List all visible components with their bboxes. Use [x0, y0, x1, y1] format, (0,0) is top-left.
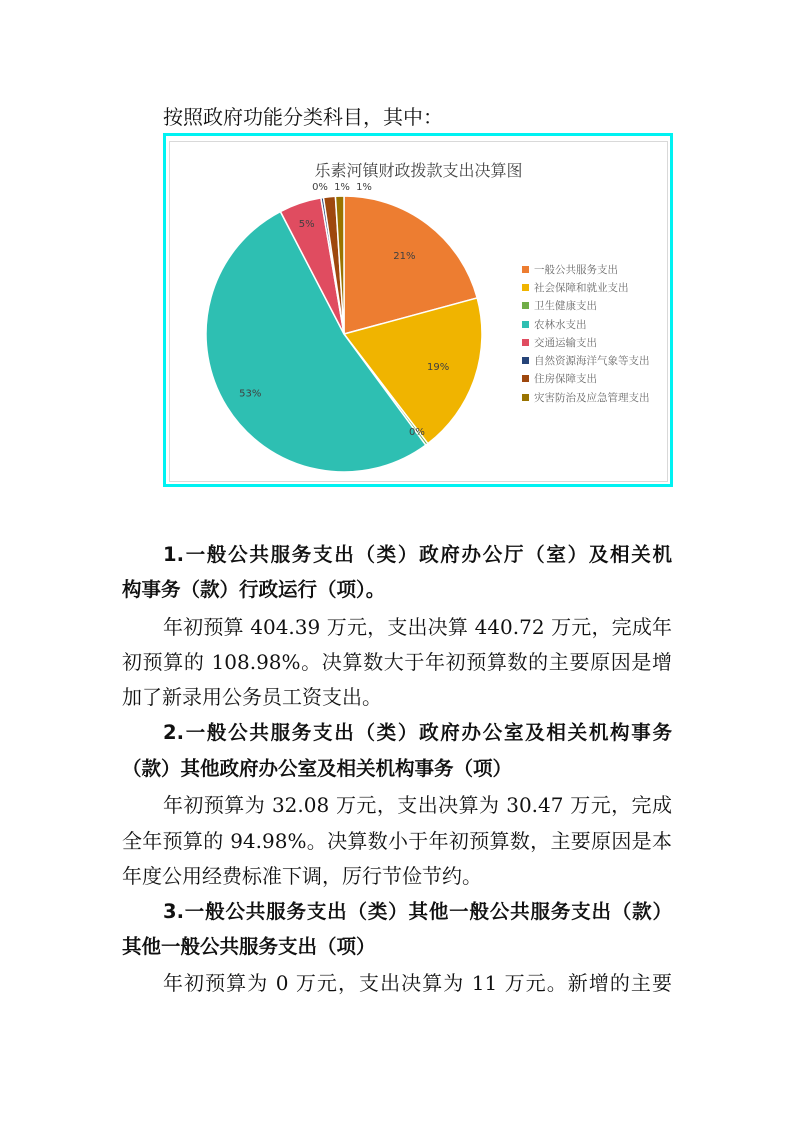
- section-body-line: 全年预算的 94.98%。决算数小于年初预算数，主要原因是本: [122, 829, 672, 853]
- section-body-line: 加了新录用公务员工资支出。: [122, 685, 382, 709]
- legend-label: 交通运输支出: [534, 336, 597, 349]
- section-heading-line: 1.一般公共服务支出（类）政府办公厅（室）及相关机: [163, 543, 672, 566]
- pie-data-label: 0%: [408, 427, 425, 439]
- legend-label: 自然资源海洋气象等支出: [534, 355, 650, 368]
- section-heading-line: 2.一般公共服务支出（类）政府办公室及相关机构事务: [163, 721, 672, 744]
- legend-item: [522, 315, 650, 333]
- legend-label: 农林水支出: [534, 318, 587, 331]
- legend-item: [522, 260, 650, 278]
- pie-data-label: 53%: [239, 388, 262, 400]
- legend-swatch: [522, 375, 529, 382]
- intro-text: 按照政府功能分类科目，其中：: [163, 105, 443, 129]
- pie-data-label: 19%: [426, 361, 450, 373]
- chart-legend: [522, 260, 650, 406]
- legend-swatch: [522, 266, 529, 273]
- section-body-line: 年初预算 404.39 万元，支出决算 440.72 万元，完成年: [163, 615, 672, 639]
- chart-title: 乐素河镇财政拨款支出决算图: [314, 161, 523, 180]
- legend-label: 灾害防治及应急管理支出: [534, 391, 650, 404]
- legend-label: 一般公共服务支出: [534, 263, 618, 276]
- legend-label: 社会保障和就业支出: [534, 281, 629, 294]
- legend-swatch: [522, 284, 529, 291]
- section-heading-line: 3.一般公共服务支出（类）其他一般公共服务支出（款）: [163, 900, 672, 923]
- pie-data-label: 5%: [298, 218, 315, 230]
- section-heading-line: 其他一般公共服务支出（项）: [122, 935, 376, 958]
- legend-item: [522, 351, 650, 369]
- pie-data-label: 1%: [334, 182, 350, 193]
- legend-swatch: [522, 357, 529, 364]
- section-body-line: 年初预算为 0 万元，支出决算为 11 万元。新增的主要: [163, 971, 672, 995]
- legend-swatch: [522, 302, 529, 309]
- legend-item: [522, 297, 650, 315]
- legend-label: 住房保障支出: [534, 373, 597, 386]
- pie-data-label: 1%: [356, 182, 372, 193]
- section-body-line: 年度公用经费标准下调，厉行节俭节约。: [122, 864, 482, 888]
- section-body-line: 年初预算为 32.08 万元，支出决算为 30.47 万元，完成: [163, 793, 672, 817]
- legend-item: [522, 388, 650, 406]
- legend-item: [522, 278, 650, 296]
- legend-swatch: [522, 394, 529, 401]
- legend-item: [522, 333, 650, 351]
- legend-label: 卫生健康支出: [534, 300, 597, 313]
- legend-swatch: [522, 321, 529, 328]
- section-heading-line: 构事务（款）行政运行（项）。: [122, 578, 386, 601]
- section-body-line: 初预算的 108.98%。决算数大于年初预算数的主要原因是增: [122, 650, 672, 674]
- pie-data-label: 0%: [312, 182, 328, 193]
- legend-item: [522, 370, 650, 388]
- legend-swatch: [522, 339, 529, 346]
- pie-data-label: 21%: [393, 251, 416, 263]
- section-heading-line: （款）其他政府办公室及相关机构事务（项）: [122, 757, 513, 780]
- pie-chart: [163, 133, 673, 487]
